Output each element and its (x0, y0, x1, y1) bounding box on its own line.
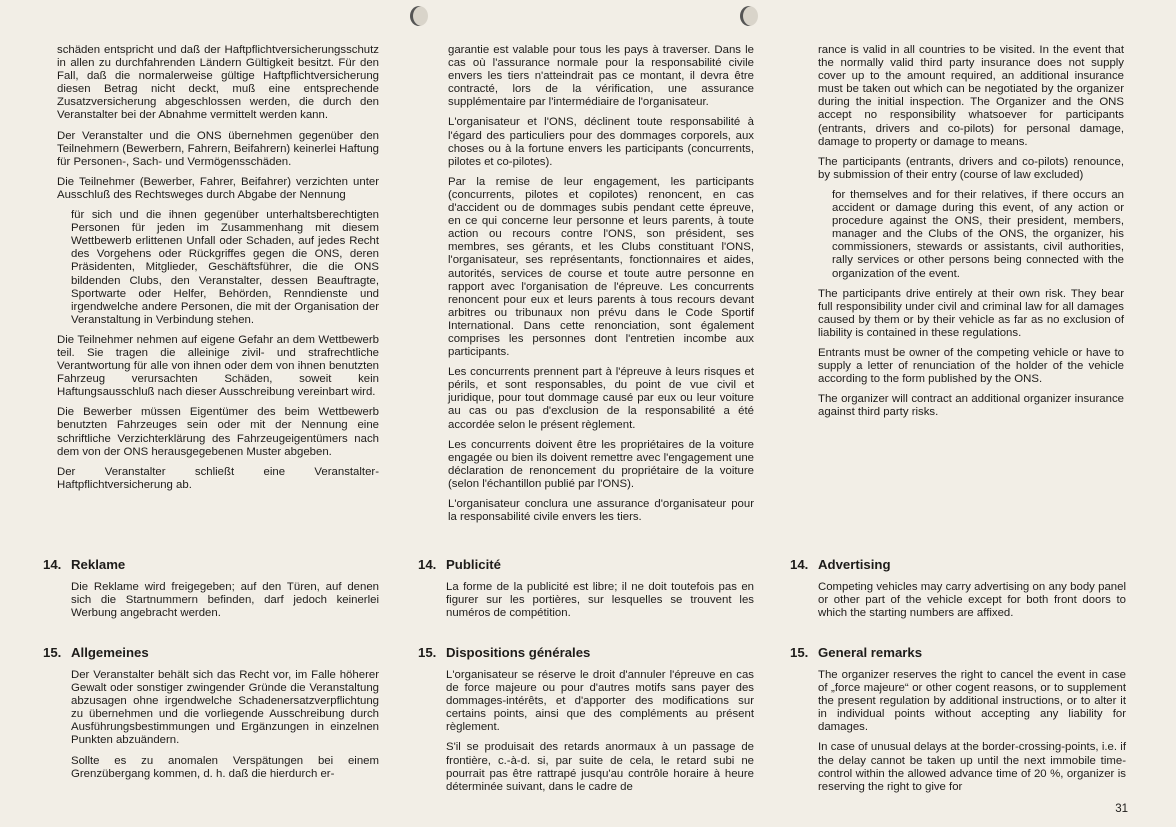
paragraph: L'organisateur et l'ONS, déclinent toute responsabilité à l'égard des particuliers pour des dommages corporels, aux choses ou à la fortune envers les participants (concurrents, pilotes et co-pilotes). (448, 116, 754, 168)
section-heading (418, 557, 754, 572)
section-title: Allgemeines (71, 645, 149, 660)
binding-hole-right (740, 6, 758, 26)
section-number: 15. (790, 645, 809, 660)
paragraph: Die Teilnehmer nehmen auf eigene Gefahr an dem Wettbewerb teil. Sie tragen die alleinige zivil- und strafrechtliche Verantwortung für alle von ihnen oder dem von ihnen benutzten Fahrzeug verursachten Schäden, soweit kein Haftungsausschluß nach dieser Ausschreibung vereinbart wird. (57, 333, 379, 399)
section-heading (43, 645, 379, 660)
section-15-de (43, 645, 379, 788)
indented-paragraph: for themselves and for their relatives, if there occurs an accident or damage during this event, of any action or procedure against the ONS, their president, members, manager and the Clubs of the ONS, the organizer, his commissioners, stewards or assistants, civil authorities, rally services or other persons being connected with the organization of the event. (832, 188, 1124, 280)
section-heading (418, 645, 754, 660)
paragraph: Competing vehicles may carry advertising on any body panel or other part of the vehicle except for both front doors to which the starting numbers are affixed. (818, 581, 1126, 620)
section-title: Publicité (446, 557, 501, 572)
binding-hole-left (410, 6, 428, 26)
paragraph: Der Veranstalter behält sich das Recht vor, im Falle höherer Gewalt oder sonstiger zwingender Gründe die Veranstaltung abzusagen ohne irgendwelche Schadenersatzverpflichtung zu übernehmen und die vorliegende Ausschreibung durch Ausführungsbestimmungen und Ergänzungen in einzelnen Punkten abzuändern. (71, 669, 379, 747)
paragraph: Les concurrents doivent être les propriétaires de la voiture engagée ou bien ils doivent remettre avec l'engagement une déclaration de renoncement du propriétaire de la voiture (selon l'échantillon publié par l'ONS). (448, 438, 754, 490)
section-number: 14. (43, 557, 62, 572)
section-title: Dispositions générales (446, 645, 591, 660)
paragraph: Die Teilnehmer (Bewerber, Fahrer, Beifahrer) verzichten unter Ausschluß des Rechtsweges durch Abgabe der Nennung (57, 175, 379, 201)
paragraph: Die Bewerber müssen Eigentümer des beim Wettbewerb benutzten Fahrzeuges sein oder mit der Nennung eine schriftliche Verzichterklärung des Fahrzeugeigentümers nach dem von der ONS herausgegebenen Muster abgeben. (57, 406, 379, 458)
paragraph: S'il se produisait des retards anormaux à un passage de frontière, c.-à-d. si, par suite de cela, le retard subi ne pourrait pas être rattrapé jusqu'au contrôle horaire à heure déterminée suivant, dans le cadre de (446, 741, 754, 793)
english-column (818, 44, 1124, 426)
section-14-de (43, 557, 379, 627)
paragraph: Entrants must be owner of the competing vehicle or have to supply a letter of renunciation of the holder of the vehicle according to the form published by the ONS. (818, 346, 1124, 386)
paragraph: In case of unusual delays at the border-crossing-points, i.e. if the delay cannot be taken up until the next immobile time-control within the allowed advance time of 20 %, organizer is reserving the right to give for (818, 741, 1126, 793)
page-number: 31 (1115, 803, 1128, 815)
paragraph: Die Reklame wird freigegeben; auf den Türen, auf denen sich die Startnummern befinden, darf jedoch keinerlei Werbung angebracht werden. (71, 581, 379, 620)
paragraph: L'organisateur se réserve le droit d'annuler l'épreuve en cas de force majeure ou pour d'autres motifs sans payer des dommages-intérêts, et d'apporter des modifications sur certains points, ainsi que des compléments au présent règlement. (446, 669, 754, 734)
paragraph: Les concurrents prennent part à l'épreuve à leurs risques et périls, et sont responsables, du point de vue civil et juridique, pour tout dommage causé par eux ou leur voiture au cas ou pas d'exclusion de la responsabilité a été accordée selon le présent règlement. (448, 366, 754, 431)
paragraph: The organizer will contract an additional organizer insurance against third party risks. (818, 393, 1124, 419)
german-column (57, 44, 379, 499)
paragraph: The participants (entrants, drivers and co-pilots) renounce, by submission of their entry (course of law excluded) (818, 155, 1124, 181)
paragraph: schäden entspricht und daß der Haftpflichtversicherungsschutz in allen zu durchfahrenden Ländern Gültigkeit besitzt. Für den Fall, daß die normalerweise gültige Haftpflichtversicherung diesen Betrag nicht deckt, muß eine entsprechende Zusatzversicherung abgeschlossen werden, die durch den Veranstalter bei der Abnahme vermittelt werden kann. (57, 44, 379, 122)
section-15-fr (418, 645, 754, 801)
paragraph: The organizer reserves the right to cancel the event in case of „force majeure“ or other cogent reasons, or to supplement the present regulation by additional instructions, or to alter it in individual points without accepting any liability for damages. (818, 669, 1126, 734)
section-heading (790, 557, 1126, 572)
section-title: Advertising (818, 557, 891, 572)
french-column (448, 44, 754, 531)
section-14-fr (418, 557, 754, 627)
paragraph: Der Veranstalter schließt eine Veranstalter-Haftpflichtversicherung ab. (57, 465, 379, 491)
paragraph: rance is valid in all countries to be visited. In the event that the normally valid third party insurance does not supply cover up to the amount required, an additional insurance must be taken out which can be negotiated by the organizer during the initial inspection. The Organizer and the ONS accept no responsibility whatsoever for participants (entrants, drivers and co-pilots) for personal damage, damage to property or damage to means. (818, 44, 1124, 148)
paragraph: La forme de la publicité est libre; il ne doit toutefois pas en figurer sur les portières, sur lesquelles se trouvent les numéros de compétition. (446, 581, 754, 620)
section-number: 14. (790, 557, 809, 572)
paragraph: garantie est valable pour tous les pays à traverser. Dans le cas où l'assurance normale pour la responsabilité civile envers les tiers n'atteindrait pas ce montant, il devra être contracté, lors de la vérification, une assurance supplémentaire par l'intermédiaire de l'organisateur. (448, 44, 754, 109)
section-title: General remarks (818, 645, 923, 660)
section-15-en (790, 645, 1126, 801)
indented-paragraph: für sich und die ihnen gegenüber unterhaltsberechtigten Personen für jeden im Zusammenhang mit diesem Wettbewerb erlittenen Unfall oder Schaden, auf jedes Recht des Vorgehens oder Rückgriffes gegen die ONS, deren Präsidenten, Mitglieder, Geschäftsführer, die die ONS bildenden Clubs, den Veranstalter, dessen Beauftragte, Sportwarte oder Helfer, Behörden, Renndienste und irgendwelche andere Personen, die mit der Organisation der Veranstaltung in Verbindung stehen. (71, 209, 379, 326)
section-heading (790, 645, 1126, 660)
paragraph: L'organisateur conclura une assurance d'organisateur pour la responsabilité civile envers les tiers. (448, 498, 754, 524)
paragraph: The participants drive entirely at their own risk. They bear full responsibility under civil and criminal law for all damages caused by them or by their vehicle as far as no exclusion of liability is contained in these regulations. (818, 287, 1124, 339)
paragraph: Sollte es zu anomalen Verspätungen bei einem Grenzübergang kommen, d. h. daß die hierdurch er- (71, 754, 379, 780)
section-number: 15. (418, 645, 437, 660)
section-number: 15. (43, 645, 62, 660)
section-title: Reklame (71, 557, 126, 572)
paragraph: Par la remise de leur engagement, les participants (concurrents, pilotes et copilotes) renoncent, en cas d'accident ou de dommages subis pendant cette épreuve, en ce qui concerne leur personne et leurs parents, à toute action ou recours contre l'ONS, son président, ses membres, ses gérants, et les Clubs constituant l'ONS, l'organisateur, ses représentants, fonctionnaires et aides, autorités, services de course et toute autre personne en rapport avec l'organisation de l'épreuve. Les concurrents renoncent pour eux et leurs parents à tous recours devant arbitres ou tribunaux non prévu dans le Code Sportif International. Dans cette renonciation, sont également comprises les personnes dont l'entretien incombe aux participants. (448, 175, 754, 359)
paragraph: Der Veranstalter und die ONS übernehmen gegenüber den Teilnehmern (Bewerbern, Fahrern, Beifahrern) keinerlei Haftung für Personen-, Sach- und Vermögensschäden. (57, 129, 379, 168)
section-number: 14. (418, 557, 437, 572)
section-14-en (790, 557, 1126, 627)
section-heading (43, 557, 379, 572)
